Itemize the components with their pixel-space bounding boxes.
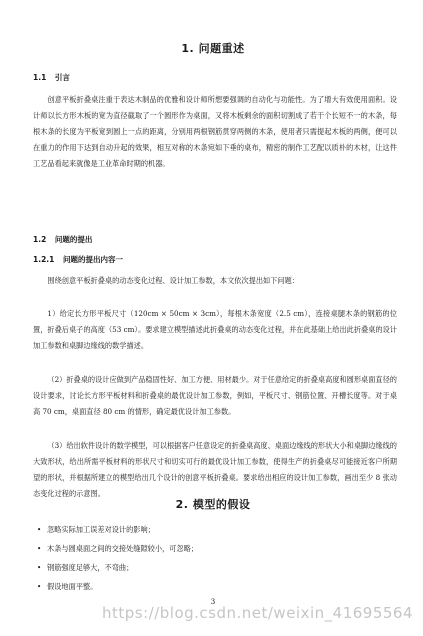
intro-paragraph: 创意平板折叠桌注重于表达木制品的优雅和设计师所想要强调的自动化与功能性。为了增大有效使用面积。设计师以长方形木板的宽为直径截取了一个圆形作为桌面，又将木板剩余的面积切割成了若干个长短不一的木条，每根木条的长度为平板宽到圆上一点的距离，分别用两根钢筋贯穿两侧的木条，使用者只需提起木板的两侧，便可以在重力的作用下达到自动升起的效果，相互对称的木条宛如下垂的桌布，精密的制作工艺配以质朴的木材，让这件工艺品看起来就像是工业革命时期的机器。 [33, 95, 397, 168]
bullet-icon: • [37, 544, 42, 553]
bullet-icon: • [37, 563, 42, 572]
subsection-1-2-heading [33, 234, 92, 245]
list-item [37, 558, 198, 577]
subsection-number: 1.1 [33, 73, 47, 82]
document-page [29, 0, 397, 636]
subsection-number: 1.2 [33, 235, 47, 244]
subsection-title: 问题的提出内容一 [62, 255, 123, 264]
problem-2-paragraph: （2）折叠桌的设计应做到产品稳固性好、加工方便、用材最少。对于任意给定的折叠桌高度和圆形桌面直径的设计要求，讨论长方形平板材料和折叠桌的最优设计加工参数，例如，平板尺寸、钢筋位置、开槽长度等。对于桌高 70 cm，桌面直径 80 cm 的情形，确定最优设计加工参数。 [33, 375, 397, 416]
page-number: 3 [210, 598, 216, 606]
subsection-title: 引言 [54, 73, 70, 82]
list-item-text: 木条与圆桌面之间的交接处缝隙较小，可忽略； [47, 544, 198, 553]
list-item [37, 539, 198, 558]
bullet-icon: • [37, 582, 42, 591]
list-item-text: 钢筋强度足够大，不弯曲； [47, 563, 134, 572]
assumption-list [37, 520, 198, 596]
problem-3-paragraph: （3）给出软件设计的数学模型，可以根据客户任意设定的折叠桌高度、桌面边缘线的形状大小和桌脚边缘线的大致形状，给出所需平板材料的形状尺寸和切实可行的最优设计加工参数，使得生产的折叠桌尽可能接近客户所期望的形状，并根据所建立的模型给出几个设计的创意平板折叠桌。要求给出相应的设计加工参数，画出至少 8 张动态变化过程的示意图。 [33, 441, 397, 498]
problem-1-paragraph: 1）给定长方形平板尺寸（120cm × 50cm × 3cm），每根木条宽度（2.5 cm），连接桌腿木条的钢筋的位置，折叠后桌子的高度（53 cm）。要求建立模型描述此折叠桌的动态变化过程，并在此基础上给出此折叠桌的设计加工参数和桌脚边缘线的数学描述。 [33, 309, 397, 350]
list-item [37, 520, 198, 539]
list-item-text: 忽略实际加工误差对设计的影响； [47, 525, 155, 534]
subsection-title: 问题的提出 [54, 235, 93, 244]
section-1-heading: 1. 问题重述 [181, 42, 245, 55]
list-item-text: 假设地面平整。 [47, 582, 98, 591]
subsection-1-1-heading [33, 72, 70, 83]
subsubsection-1-2-1-heading [33, 254, 123, 265]
bullet-icon: • [37, 525, 42, 534]
problem-intro-paragraph: 围绕创意平板折叠桌的动态变化过程、设计加工参数，本文依次提出如下问题： [47, 276, 299, 285]
watermark: https://blog.csdn.net/weixin_41695564 [101, 604, 413, 622]
subsection-number: 1.2.1 [33, 255, 55, 264]
list-item [37, 577, 198, 596]
section-2-heading: 2. 模型的假设 [175, 498, 251, 511]
